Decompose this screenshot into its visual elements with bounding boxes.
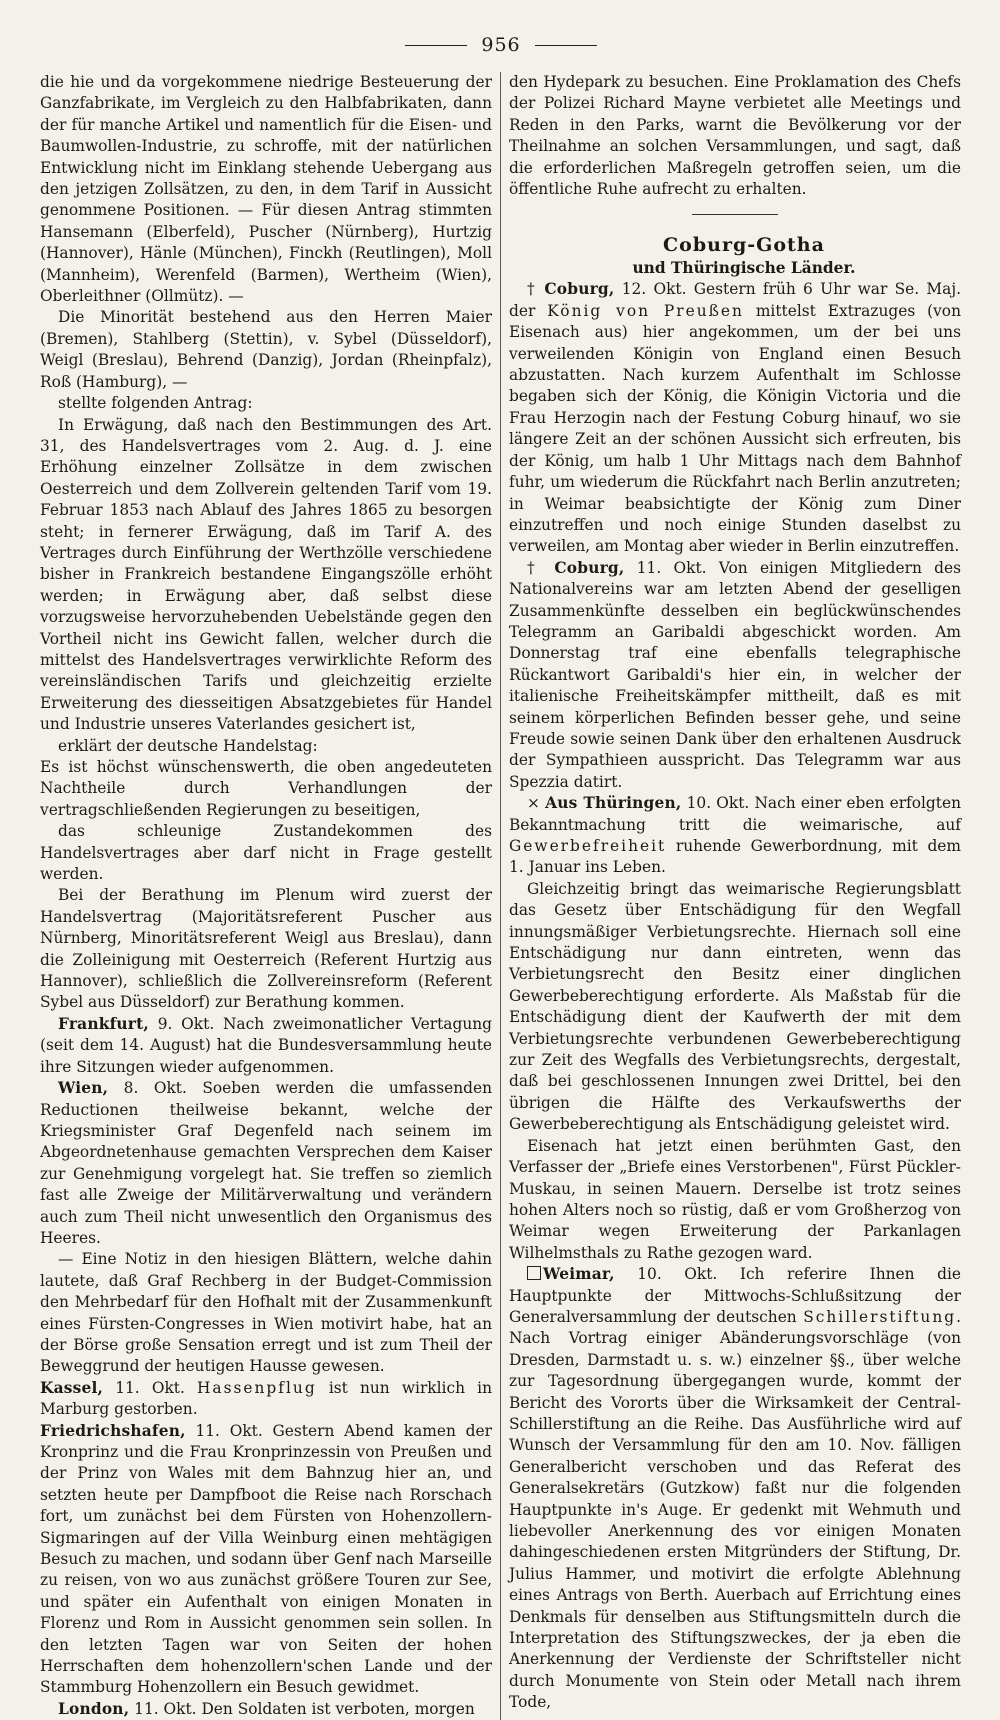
paragraph-text: In Erwägung, daß nach den Bestimmungen des Art. 31, des Handelsvertrages vom 2. Aug. d. J. eine Erhöhung einzelner Zollsätze in dem zwischen Oesterreich und dem Zollverein geltenden Tarif vom 19. Februar 1853 nach Ablauf des Jahres 1865 zu besorgen steht; in fernerer Erwägung, daß im Tarif A. des Vertrages durch Einführung der Werthzölle verschiedene bisher in Frankreich bestandene Eingangszölle erhöht werden; in Erwägung aber, daß selbst diese vorzugsweise hervorzuhebenden Uebelstände gegen den Vortheil nicht ins Gewicht fallen, welcher durch die mittelst des Handelsvertrages verwirklichte Reform des vereinsländischen Tarifs und gleichzeitig erzielte Erweiterung des diesseitigen Absatzgebietes für Handel und Industrie unseres Vaterlandes gesichert ist, bbox=[40, 415, 492, 734]
dateline-marker: † bbox=[527, 558, 555, 577]
paragraph-text: ruhende Gewerbordnung, mit dem 1. Januar ins Leben. bbox=[509, 837, 961, 877]
paragraph-text: das schleunige Zustandekommen des Handelsvertrages aber darf nicht in Frage gestellt werden. bbox=[40, 822, 492, 884]
article-paragraph bbox=[40, 1378, 492, 1421]
paragraph-text: Die Minorität bestehend aus den Herren Maier (Bremen), Stahlberg (Stettin), v. Sybel (Düsseldorf), Weigl (Breslau), Behrend (Danzig), Jordan (Rheinpfalz), Roß (Hamburg), — bbox=[40, 308, 492, 391]
paragraph-text: erklärt der deutsche Handelstag: bbox=[58, 736, 318, 755]
right-articles bbox=[509, 279, 961, 1713]
dateline: Frankfurt, bbox=[58, 1014, 149, 1033]
article-paragraph bbox=[40, 821, 492, 885]
dateline: Coburg, bbox=[544, 280, 615, 299]
article-paragraph bbox=[40, 1699, 492, 1720]
square-marker-icon bbox=[527, 1266, 541, 1280]
spaced-emphasis: Schillerstiftung bbox=[803, 1307, 957, 1326]
dateline: Friedrichshafen, bbox=[40, 1421, 186, 1440]
paragraph-text: Eisenach hat jetzt einen berühmten Gast, den Verfasser der „Briefe eines Verstorbenen", Fürst Pückler-Muskau, in seinen Mauern. Derselbe ist trotz seines hohen Alters noch so rüstig, daß er vom Großherzog von Weimar wegen Erweiterung der Parkanlagen Wilhelmsthals zu Rathe gezogen ward. bbox=[509, 1136, 961, 1262]
paragraph-text: die hie und da vorgekommene niedrige Besteuerung der Ganzfabrikate, im Vergleich zu den Halbfabrikaten, dann der für manche Artikel und namentlich für die Eisen- und Baumwollen-Industrie, zu schroffe, mit der natürlichen Entwicklung nicht im Einklang stehende Uebergang aus den jetzigen Zollsätzen, zu den, in dem Tarif in Aussicht genommene Positionen. — Für diesen Antrag stimmten Hansemann (Elberfeld), Puscher (Nürnberg), Hurtzig (Hannover), Hänle (München), Finckh (Reutlingen), Moll (Mannheim), Werenfeld (Barmen), Wertheim (Wien), Oberleithner (Ollmütz). — bbox=[40, 73, 492, 306]
article-paragraph bbox=[40, 307, 492, 393]
article-paragraph bbox=[40, 393, 492, 414]
right-column bbox=[509, 72, 961, 1720]
article-paragraph bbox=[509, 558, 961, 793]
paragraph-text: 9. Okt. Nach zweimonatlicher Vertagung (seit dem 14. August) hat die Bundesversammlung heute ihre Sitzungen wieder aufgenommen. bbox=[40, 1014, 492, 1076]
article-paragraph bbox=[40, 1014, 492, 1078]
paragraph-text: Bei der Berathung im Plenum wird zuerst der Handelsvertrag (Majoritätsreferent Puscher aus Nürnberg, Minoritätsreferent Weigl aus Breslau), dann die Zolleinigung mit Oesterreich (Referent Hurtzig aus Hannover), schließlich die Zollvereinsreform (Referent Sybel aus Düsseldorf) zur Berathung kommen. bbox=[40, 886, 492, 1012]
dateline: Weimar, bbox=[543, 1265, 615, 1284]
header-rule-right bbox=[535, 45, 597, 46]
paragraph-text: 11. Okt. Gestern Abend kamen der Kronprinz und die Frau Kronprinzessin von Preußen und der Prinz von Wales mit dem Bahnzug hier an, und setzten heute per Dampfboot die Reise nach Rorschach fort, um zunächst bei dem Fürsten von Hohenzollern-Sigmaringen auf der Villa Weinburg einen mehtägigen Besuch zu machen, und sodann über Genf nach Marseille zu reisen, von wo aus zunächst größere Touren zur See, und später ein Aufenthalt von einigen Monaten in Florenz und Rom in Aussicht genommen sein sollen. In den letzten Tagen war von Seiten der hohen Herrschaften dem hohenzollern'schen Lande und der Stammburg Hohenzollern ein Besuch gewidmet. bbox=[40, 1421, 492, 1697]
paragraph-text: 10. Okt. Nach einer eben erfolgten Bekanntmachung tritt die weimarische, auf bbox=[509, 794, 961, 834]
spaced-emphasis: Hassenpflug bbox=[197, 1378, 317, 1397]
article-paragraph bbox=[40, 885, 492, 1013]
paragraph-text: . Nach Vortrag einiger Abänderungsvorschläge (von Dresden, Darmstadt u. s. w.) einzelner §§., über welche zur Tagesordnung übergegangen wurde, kommt der Bericht des Vororts über die Wirksamkeit der Central-Schillerstiftung an die Reihe. Das Ausführliche wird auf Wunsch der Versammlung für den am 10. Nov. fälligen Generalbericht verschoben und das Referat des Generalsekretärs (Gutzkow) faßt nur die folgenden Hauptpunkte in's Auge. Er gedenkt mit Wehmuth und liebevoller Anerkennung des vor einigen Monaten dahingeschiedenen ersten Mitgründers der Stiftung, Dr. Julius Hammer, und motivirt die erfolgte Ablehnung eines Antrags von Berth. Auerbach auf Errichtung eines Denkmals für denselben aus Stiftungsmitteln durch die Interpretation des Stiftungszweckes, der ja eben die Anerkennung der Verdienste der Schriftsteller nicht durch Monumente von Stein oder Metall nach ihrem Tode, bbox=[509, 1307, 961, 1712]
article-paragraph bbox=[509, 279, 961, 557]
section-title: Coburg-Gotha bbox=[663, 234, 825, 257]
header-rule-left bbox=[405, 45, 467, 46]
paragraph-text: 11. Okt. Den Soldaten ist verboten, morgen bbox=[129, 1699, 475, 1718]
section-divider bbox=[692, 214, 778, 215]
article-paragraph bbox=[40, 72, 492, 307]
article-paragraph bbox=[40, 415, 492, 736]
text-columns bbox=[40, 72, 962, 1718]
dateline-marker: ⨯ bbox=[527, 794, 546, 813]
paragraph-text: ist nun wirklich in Marburg gestorben. bbox=[40, 1378, 492, 1419]
paragraph-text: 11. Okt. Von einigen Mitgliedern des Nationalvereins war am letzten Abend der geselligen Zusammenkünfte desselben ein beglückwünschendes Telegramm an Garibaldi abgeschickt worden. Am Donnerstag traf eine ebenfalls telegraphische Rückantwort Garibaldi's hier ein, in welcher der italienische Freiheitskämpfer mittheilt, daß es mit seinem körperlichen Befinden besser gehe, und seine Freude sowie seinen Dank über den erhaltenen Ausdruck der Sympathieen ausspricht. Das Telegramm war aus Spezzia datirt. bbox=[509, 558, 961, 791]
page-number: 956 bbox=[481, 34, 521, 56]
article-paragraph bbox=[509, 879, 961, 1136]
paragraph-text: Gleichzeitig bringt das weimarische Regierungsblatt das Gesetz über Entschädigung für den Wegfall innungsmäßiger Verbietungsrechte. Hiernach soll eine Entschädigung nur dann eintreten, wenn das Verbietungsrecht den Besitz einer dinglichen Gewerbeberechtigung erforderte. Als Maßstab für die Entschädigung dient der Kaufwerth der mit dem Verbietungsrechte verbundenen Gewerbeberechtigung zur Zeit des Wegfalls des Verbietungsrechts, dergestalt, daß bei geschlossenen Innungen zwei Drittel, bei den übrigen die Hälfte des Verkaufswerths der Gewerbeberechtigung als Entschädigung geleistet wird. bbox=[509, 879, 961, 1134]
article-paragraph bbox=[40, 1078, 492, 1249]
spaced-emphasis: Gewerbefreiheit bbox=[509, 837, 667, 855]
left-column bbox=[40, 72, 492, 1720]
paragraph-text: 11. Okt. bbox=[103, 1378, 198, 1397]
spaced-emphasis: König von Preußen bbox=[547, 301, 744, 320]
article-paragraph bbox=[40, 757, 492, 821]
paragraph-text: — Eine Notiz in den hiesigen Blättern, welche dahin lautete, daß Graf Rechberg in der Budget-Commission den Mehrbedarf für den Hofhalt mit der Zusammenkunft eines Fürsten-Congresses in Wien motivirt habe, hat an der Börse große Sensation erregt und ist zum Theil der Beweggrund der heutigen Hausse gewesen. bbox=[40, 1250, 492, 1376]
article-paragraph bbox=[40, 1421, 492, 1699]
paragraph-text: 12. Okt. Gestern früh 6 Uhr war Se. Maj. der bbox=[509, 280, 961, 320]
dateline-marker: † bbox=[527, 280, 545, 299]
article-paragraph bbox=[509, 1264, 961, 1714]
column-divider bbox=[500, 72, 501, 1720]
paragraph-text: 10. Okt. Ich referire Ihnen die Hauptpunkte der Mittwochs-Schlußsitzung der Generalversammlung der deutschen bbox=[509, 1265, 961, 1326]
dateline: Aus Thüringen, bbox=[545, 794, 682, 813]
article-continuation: den Hydepark zu besuchen. Eine Proklamation des Chefs der Polizei Richard Mayne verbietet alle Meetings und Reden in den Parks, warnt die Bevölkerung vor der Theilnahme an solchen Versammlungen, und sagt, daß die erforderlichen Maßregeln getroffen seien, um die öffentliche Ruhe aufrecht zu erhalten. bbox=[509, 73, 961, 199]
article-paragraph bbox=[40, 736, 492, 757]
section-subtitle: und Thüringische Länder. bbox=[632, 259, 856, 278]
dateline: Wien, bbox=[58, 1079, 109, 1098]
article-paragraph bbox=[509, 793, 961, 879]
paragraph-text: 8. Okt. Soeben werden die umfassenden Reductionen theilweise bekannt, welche der Kriegsminister Graf Degenfeld nach seinem im Abgeordnetenhause gemachten Versprechen dem Kaiser zur Genehmigung vorgelegt hat. Sie treffen so ziemlich fast alle Zweige der Militärverwaltung und verändern auch zum Theil nicht unwesentlich den Organismus des Heeres. bbox=[40, 1079, 492, 1247]
paragraph-text: mittelst Extrazuges (von Eisenach aus) hier angekommen, um der bei uns verweilenden Königin von England einen Besuch abzustatten. Nach kurzem Aufenthalt im Schlosse begaben sich der König, die Königin Victoria und die Frau Herzogin nach der Festung Coburg hinauf, wo sie längere Zeit an der schönen Aussicht sich erfreuten, bis der König, um halb 1 Uhr Mittags nach dem Bahnhof fuhr, um wiederum die Rückfahrt nach Berlin anzutreten; in Weimar beabsichtigte der König zum Diner einzutreffen und noch einige Stunden daselbst zu verweilen, am Montag aber wieder in Berlin einzutreffen. bbox=[509, 301, 961, 556]
article-paragraph bbox=[40, 1249, 492, 1377]
paragraph-text: stellte folgenden Antrag: bbox=[58, 394, 253, 413]
dateline: Coburg, bbox=[554, 558, 625, 577]
page-header bbox=[40, 32, 962, 58]
paragraph-text: Es ist höchst wünschenswerth, die oben angedeuteten Nachtheile durch Verhandlungen der vertragschließenden Regierungen zu beseitigen, bbox=[40, 758, 492, 819]
dateline: Kassel, bbox=[40, 1378, 104, 1397]
article-paragraph bbox=[509, 1136, 961, 1264]
dateline: London, bbox=[58, 1699, 130, 1718]
